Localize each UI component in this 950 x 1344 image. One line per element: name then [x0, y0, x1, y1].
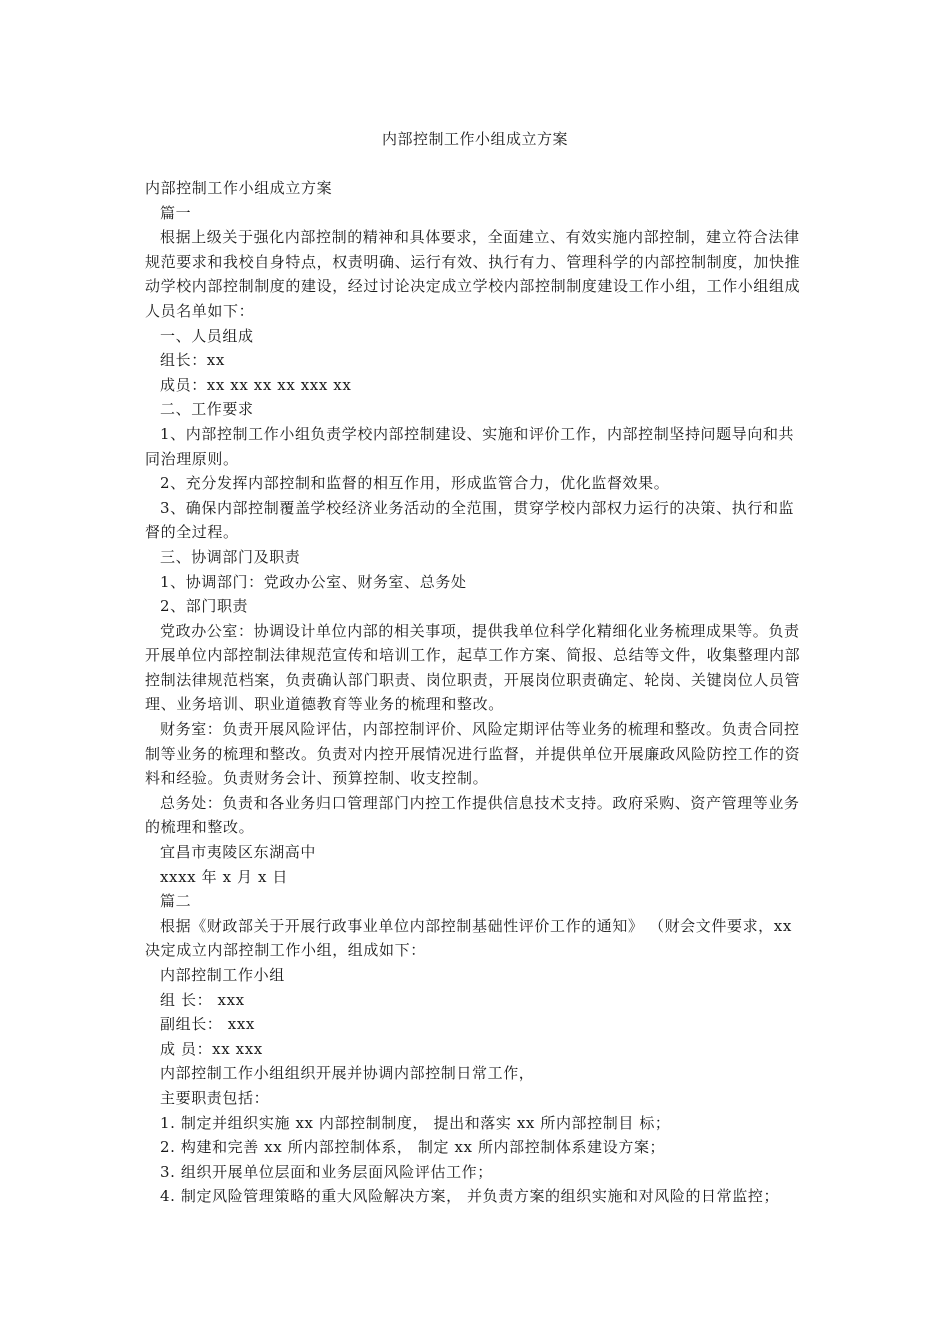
document-title: 内部控制工作小组成立方案 — [381, 130, 568, 148]
paragraph: 成员：xx xx xx xx xxx xx — [160, 375, 352, 394]
paragraph: 宜昌市夷陵区东湖高中 — [160, 843, 317, 862]
paragraph: 篇一 — [160, 203, 192, 222]
paragraph: 内部控制工作小组组织开展并协调内部控制日常工作， — [160, 1064, 535, 1083]
paragraph: 成 员：xx xxx — [160, 1039, 263, 1058]
paragraph: 一、人员组成 — [160, 326, 254, 345]
paragraph: 1、协调部门：党政办公室、财务室、总务处 — [160, 572, 467, 591]
paragraph: 副组长： xxx — [160, 1015, 255, 1034]
document-body — [145, 176, 807, 1209]
paragraph: 组 长： xxx — [160, 990, 245, 1009]
paragraph: 三、协调部门及职责 — [160, 547, 301, 566]
paragraph: 主要职责包括： — [160, 1088, 270, 1107]
paragraph: 二、工作要求 — [160, 400, 254, 419]
paragraph: 1. 制定并组织实施 xx 内部控制制度， 提出和落实 xx 所内部控制目 标； — [160, 1113, 671, 1132]
paragraph: xxxx 年 x 月 x 日 — [160, 867, 288, 886]
paragraph: 党政办公室：协调设计单位内部的相关事项，提供我单位科学化精细化业务梳理成果等。负责开展单位内部控制法律规范宣传和培训工作，起草工作方案、简报、总结等文件，收集整理内部控制法律规范档案，负责确认部门职责、岗位职责，开展岗位职责确定、轮岗、关键岗位人员管理、业务培训、职业道德教育等业务的梳理和整改。 — [145, 621, 801, 714]
paragraph: 2、充分发挥内部控制和监督的相互作用，形成监管合力，优化监督效果。 — [160, 474, 670, 493]
paragraph: 总务处：负责和各业务归口管理部门内控工作提供信息技术支持。政府采购、资产管理等业务的梳理和整改。 — [145, 793, 800, 837]
paragraph: 根据上级关于强化内部控制的精神和具体要求，全面建立、有效实施内部控制，建立符合法律规范要求和我校自身特点，权责明确、运行有效、执行有力、管理科学的内部控制制度，加快推动学校内部控制制度的建设，经过讨论决定成立学校内部控制制度建设工作小组，工作小组组成人员名单如下： — [145, 228, 801, 320]
paragraph: 1、内部控制工作小组负责学校内部控制建设、实施和评价工作，内部控制坚持问题导向和共同治理原则。 — [145, 424, 795, 468]
paragraph: 组长：xx — [160, 351, 225, 370]
paragraph: 财务室：负责开展风险评估，内部控制评价、风险定期评估等业务的梳理和整改。负责合同控制等业务的梳理和整改。负责对内控开展情况进行监督，并提供单位开展廉政风险防控工作的资料和经验。负责财务会计、预算控制、收支控制。 — [145, 720, 801, 788]
paragraph: 内部控制工作小组 — [160, 966, 285, 984]
paragraph: 3. 组织开展单位层面和业务层面风险评估工作； — [160, 1162, 493, 1181]
paragraph: 4. 制定风险管理策略的重大风险解决方案， 并负责方案的组织实施和对风险的日常监控； — [160, 1187, 780, 1206]
paragraph: 内部控制工作小组成立方案 — [145, 179, 333, 197]
paragraph: 篇二 — [160, 892, 192, 911]
paragraph: 根据《财政部关于开展行政事业单位内部控制基础性评价工作的通知》 （财会文件要求，xx 决定成立内部控制工作小组，组成如下： — [145, 916, 792, 960]
paragraph: 2. 构建和完善 xx 所内部控制体系， 制定 xx 所内部控制体系建设方案； — [160, 1138, 666, 1157]
paragraph: 3、确保内部控制覆盖学校经济业务活动的全范围，贯穿学校内部权力运行的决策、执行和监督的全过程。 — [145, 498, 795, 542]
paragraph: 2、部门职责 — [160, 597, 249, 616]
